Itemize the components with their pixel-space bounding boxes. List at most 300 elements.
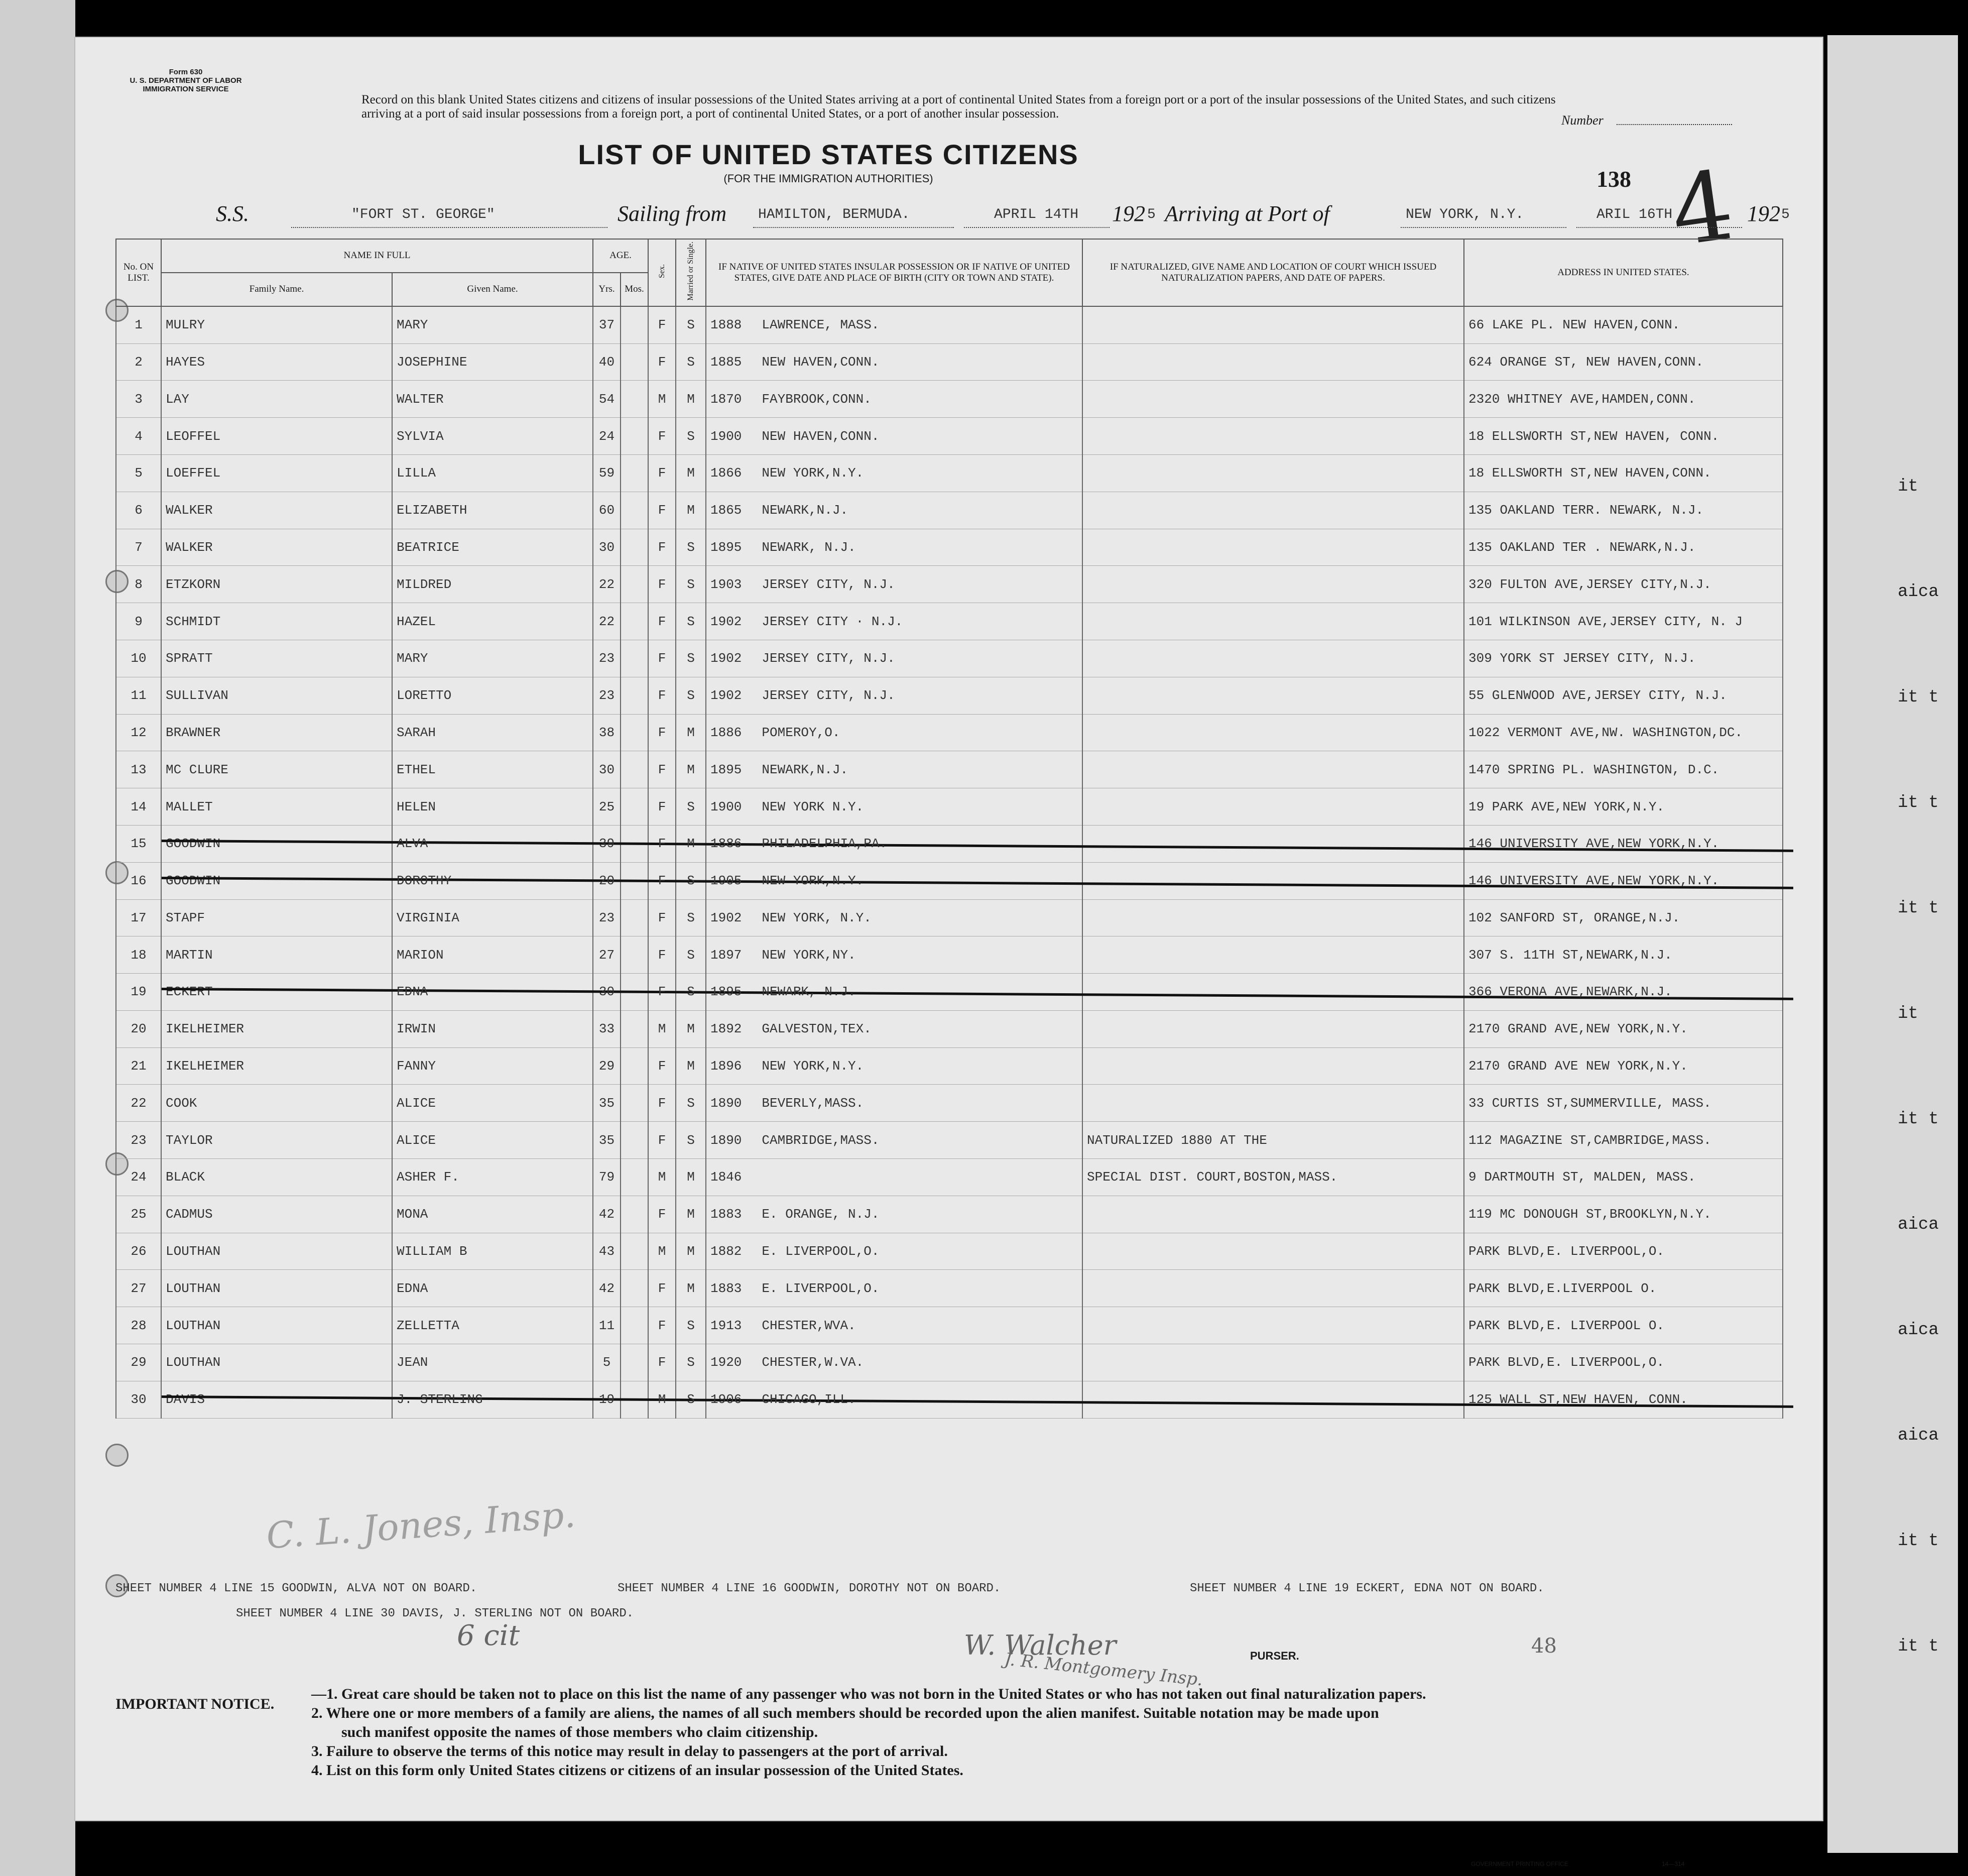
- address: 146 UNIVERSITY AVE,NEW YORK,N.Y.: [1464, 862, 1783, 899]
- age-years: 23: [593, 677, 621, 714]
- table-row: [116, 714, 1783, 751]
- address: 2170 GRAND AVE NEW YORK,N.Y.: [1464, 1047, 1783, 1085]
- naturalization-info: [1082, 381, 1464, 418]
- form-code: 14—314: [1662, 1860, 1685, 1867]
- table-row: [116, 936, 1783, 974]
- marital-status: M: [676, 751, 706, 788]
- address: 624 ORANGE ST, NEW HAVEN,CONN.: [1464, 343, 1783, 381]
- marital-status: S: [676, 862, 706, 899]
- row-number: 21: [116, 1047, 161, 1085]
- row-number: 17: [116, 899, 161, 936]
- marital-status: S: [676, 899, 706, 936]
- marital-status: S: [676, 788, 706, 826]
- address: 33 CURTIS ST,SUMMERVILLE, MASS.: [1464, 1085, 1783, 1122]
- purser-signature: W. Walcher: [964, 1629, 1117, 1661]
- port-line: [1401, 227, 1566, 228]
- family-name: BLACK: [161, 1159, 392, 1196]
- right-background-sheet: [1827, 35, 1958, 1853]
- address: 101 WILKINSON AVE,JERSEY CITY, N. J: [1464, 603, 1783, 640]
- naturalization-info: [1082, 1196, 1464, 1233]
- family-name: CADMUS: [161, 1196, 392, 1233]
- family-name: LAY: [161, 381, 392, 418]
- given-name: MARY: [392, 306, 593, 343]
- age-months: [621, 492, 648, 529]
- naturalization-info: [1082, 603, 1464, 640]
- birth-year: 1920: [710, 1355, 742, 1370]
- department-name: U. S. DEPARTMENT OF LABOR: [130, 76, 242, 85]
- age-months: [621, 751, 648, 788]
- row-number: 29: [116, 1344, 161, 1381]
- sex: F: [648, 1085, 676, 1122]
- family-name: HAYES: [161, 343, 392, 381]
- row-number: 9: [116, 603, 161, 640]
- service-name: IMMIGRATION SERVICE: [143, 85, 229, 93]
- notice-item-1: —1. Great care should be taken not to place on this list the name of any passenger who was not born in the United States or who has not taken out final naturalization papers.: [311, 1686, 1426, 1702]
- number-line: [1617, 124, 1732, 125]
- address: 55 GLENWOOD AVE,JERSEY CITY, N.J.: [1464, 677, 1783, 714]
- naturalization-info: [1082, 1307, 1464, 1344]
- birth-place: NEW HAVEN,CONN.: [762, 428, 880, 444]
- age-years: 20: [593, 862, 621, 899]
- given-name: EDNA: [392, 974, 593, 1011]
- birth-info: [706, 1159, 1082, 1196]
- row-number: 16: [116, 862, 161, 899]
- handwritten-sheet-number: 4: [1664, 149, 1740, 268]
- initials-annotation: 6 cit: [457, 1619, 520, 1652]
- birth-place: PHILADELPHIA,PA.: [762, 836, 888, 852]
- address: 2320 WHITNEY AVE,HAMDEN,CONN.: [1464, 381, 1783, 418]
- birth-place: E. LIVERPOOL,O.: [762, 1280, 880, 1296]
- age-months: [621, 1307, 648, 1344]
- age-years: 27: [593, 936, 621, 974]
- page-note-48: 48: [1531, 1634, 1557, 1658]
- birth-year: 1865: [710, 503, 742, 518]
- background-sheet-fragment: it: [1898, 477, 1918, 496]
- birth-place: NEWARK,N.J.: [762, 503, 848, 518]
- address: PARK BLVD,E. LIVERPOOL,O.: [1464, 1233, 1783, 1270]
- inspector-signature: C. L. Jones, Insp.: [265, 1493, 577, 1557]
- background-sheet-fragment: aica: [1898, 1321, 1939, 1340]
- sex: F: [648, 1047, 676, 1085]
- col-given-header: Given Name.: [392, 273, 593, 306]
- naturalization-info: [1082, 1381, 1464, 1418]
- marital-status: M: [676, 1196, 706, 1233]
- note-line-30: SHEET NUMBER 4 LINE 30 DAVIS, J. STERLING NOT ON BOARD.: [236, 1607, 634, 1620]
- table-row: [116, 899, 1783, 936]
- sex: F: [648, 529, 676, 566]
- address: 9 DARTMOUTH ST, MALDEN, MASS.: [1464, 1159, 1783, 1196]
- naturalization-info: [1082, 936, 1464, 974]
- age-months: [621, 1010, 648, 1047]
- background-sheet-fragment: it t: [1898, 1532, 1939, 1551]
- passenger-table: [115, 239, 1783, 1419]
- age-months: [621, 677, 648, 714]
- background-sheet-fragment: aica: [1898, 1426, 1939, 1445]
- sex: F: [648, 454, 676, 492]
- marital-status: M: [676, 454, 706, 492]
- given-name: MARY: [392, 640, 593, 677]
- marital-status: M: [676, 1270, 706, 1307]
- row-number: 30: [116, 1381, 161, 1418]
- birth-year: 1902: [710, 910, 742, 925]
- table-row: [116, 418, 1783, 455]
- row-number: 6: [116, 492, 161, 529]
- row-number: 4: [116, 418, 161, 455]
- birth-place: JERSEY CITY, N.J.: [762, 651, 895, 666]
- sex: M: [648, 381, 676, 418]
- birth-year: 1870: [710, 391, 742, 407]
- table-row: [116, 1085, 1783, 1122]
- given-name: LILLA: [392, 454, 593, 492]
- birth-info: [706, 1196, 1082, 1233]
- age-months: [621, 454, 648, 492]
- marital-status: S: [676, 936, 706, 974]
- age-months: [621, 788, 648, 826]
- birth-year: 1892: [710, 1021, 742, 1037]
- age-months: [621, 603, 648, 640]
- sex: F: [648, 1196, 676, 1233]
- row-number: 15: [116, 825, 161, 862]
- age-years: 42: [593, 1196, 621, 1233]
- sex: F: [648, 862, 676, 899]
- notice-item-2: 2. Where one or more members of a family are aliens, the names of all such members should be recorded upon the alien manifest. Suitable notation may be made upon: [311, 1705, 1379, 1721]
- table-row: [116, 862, 1783, 899]
- naturalization-info: [1082, 640, 1464, 677]
- birth-place: CHICAGO,ILL.: [762, 1392, 856, 1408]
- address: 307 S. 11TH ST,NEWARK,N.J.: [1464, 936, 1783, 974]
- marital-status: M: [676, 1047, 706, 1085]
- table-row: [116, 1381, 1783, 1418]
- marital-status: S: [676, 603, 706, 640]
- table-row: [116, 566, 1783, 603]
- age-years: 23: [593, 899, 621, 936]
- birth-info: [706, 454, 1082, 492]
- birth-info: [706, 936, 1082, 974]
- age-years: 29: [593, 1047, 621, 1085]
- address: 135 OAKLAND TERR. NEWARK, N.J.: [1464, 492, 1783, 529]
- row-number: 2: [116, 343, 161, 381]
- table-row: [116, 1307, 1783, 1344]
- background-sheet-fragment: it t: [1898, 1637, 1939, 1656]
- marital-status: S: [676, 1381, 706, 1418]
- birth-info: [706, 714, 1082, 751]
- sex: F: [648, 751, 676, 788]
- age-months: [621, 1344, 648, 1381]
- age-years: 39: [593, 825, 621, 862]
- birth-year: 1886: [710, 725, 742, 740]
- marital-status: S: [676, 566, 706, 603]
- sex: F: [648, 1270, 676, 1307]
- page-number: 138: [1596, 166, 1631, 192]
- table-row: [116, 640, 1783, 677]
- notice-item-4: 4. List on this form only United States citizens or citizens of an insular possession of the United States.: [311, 1762, 963, 1779]
- background-sheet-fragment: it t: [1898, 793, 1939, 812]
- family-name: IKELHEIMER: [161, 1010, 392, 1047]
- given-name: ETHEL: [392, 751, 593, 788]
- age-months: [621, 381, 648, 418]
- given-name: ELIZABETH: [392, 492, 593, 529]
- row-number: 5: [116, 454, 161, 492]
- marital-status: S: [676, 418, 706, 455]
- age-months: [621, 1196, 648, 1233]
- page-subtitle: (FOR THE IMMIGRATION AUTHORITIES): [723, 172, 933, 185]
- age-months: [621, 899, 648, 936]
- given-name: IRWIN: [392, 1010, 593, 1047]
- punch-hole: [105, 1444, 129, 1467]
- marital-status: S: [676, 677, 706, 714]
- background-sheet-fragment: aica: [1898, 582, 1939, 602]
- row-number: 8: [116, 566, 161, 603]
- sex: F: [648, 788, 676, 826]
- birth-place: FAYBROOK,CONN.: [762, 391, 872, 407]
- naturalization-info: [1082, 899, 1464, 936]
- birth-info: [706, 1010, 1082, 1047]
- birth-year: 1896: [710, 1059, 742, 1074]
- sex: M: [648, 1233, 676, 1270]
- family-name: MULRY: [161, 306, 392, 343]
- age-years: 30: [593, 529, 621, 566]
- family-name: MC CLURE: [161, 751, 392, 788]
- notice-item-2b: such manifest opposite the names of those members who claim citizenship.: [341, 1724, 818, 1740]
- birth-info: [706, 1122, 1082, 1159]
- address: PARK BLVD,E. LIVERPOOL,O.: [1464, 1344, 1783, 1381]
- birth-year: 1895: [710, 984, 742, 1000]
- note-line-19: SHEET NUMBER 4 LINE 19 ECKERT, EDNA NOT ON BOARD.: [1190, 1582, 1544, 1595]
- family-name: SPRATT: [161, 640, 392, 677]
- address: 66 LAKE PL. NEW HAVEN,CONN.: [1464, 306, 1783, 343]
- birth-info: [706, 566, 1082, 603]
- table-row: [116, 1159, 1783, 1196]
- table-row: [116, 306, 1783, 343]
- age-years: 43: [593, 1233, 621, 1270]
- birth-place: NEWARK,N.J.: [762, 762, 848, 777]
- birth-info: [706, 381, 1082, 418]
- birth-place: JERSEY CITY, N.J.: [762, 576, 895, 592]
- address: 1022 VERMONT AVE,NW. WASHINGTON,DC.: [1464, 714, 1783, 751]
- age-months: [621, 418, 648, 455]
- table-row: [116, 751, 1783, 788]
- given-name: HAZEL: [392, 603, 593, 640]
- table-row: [116, 825, 1783, 862]
- age-months: [621, 343, 648, 381]
- address: 18 ELLSWORTH ST,NEW HAVEN, CONN.: [1464, 418, 1783, 455]
- sex: M: [648, 1010, 676, 1047]
- birth-year: 1913: [710, 1318, 742, 1333]
- age-months: [621, 1159, 648, 1196]
- row-number: 12: [116, 714, 161, 751]
- naturalization-info: [1082, 418, 1464, 455]
- address: 119 MC DONOUGH ST,BROOKLYN,N.Y.: [1464, 1196, 1783, 1233]
- address: 18 ELLSWORTH ST,NEW HAVEN,CONN.: [1464, 454, 1783, 492]
- birth-info: [706, 1047, 1082, 1085]
- departure-line: [753, 227, 954, 228]
- birth-place: POMEROY,O.: [762, 725, 840, 740]
- birth-info: [706, 343, 1082, 381]
- col-yrs-header: Yrs.: [593, 273, 621, 306]
- marital-status: M: [676, 1233, 706, 1270]
- note-line-15: SHEET NUMBER 4 LINE 15 GOODWIN, ALVA NOT ON BOARD.: [115, 1582, 477, 1595]
- family-name: ETZKORN: [161, 566, 392, 603]
- age-years: 22: [593, 566, 621, 603]
- row-number: 18: [116, 936, 161, 974]
- sailing-label: Sailing from: [618, 201, 727, 226]
- second-inspector-signature: J. R. Montgomery Insp.: [1003, 1649, 1204, 1690]
- arrival-date: ARIL 16TH: [1596, 207, 1673, 222]
- marital-status: S: [676, 640, 706, 677]
- age-months: [621, 1270, 648, 1307]
- row-number: 27: [116, 1270, 161, 1307]
- birth-place: NEW YORK, N.Y.: [762, 910, 872, 925]
- address: 366 VERONA AVE,NEWARK,N.J.: [1464, 974, 1783, 1011]
- birth-place: CAMBRIDGE,MASS.: [762, 1132, 880, 1148]
- age-years: 11: [593, 1307, 621, 1344]
- col-birth-header: IF NATIVE OF UNITED STATES INSULAR POSSESSION OR IF NATIVE OF UNITED STATES, GIVE DATE AND PLACE OF BIRTH (CITY OR TOWN AND STATE).: [706, 239, 1082, 306]
- family-name: STAPF: [161, 899, 392, 936]
- birth-place: BEVERLY,MASS.: [762, 1095, 864, 1111]
- given-name: SYLVIA: [392, 418, 593, 455]
- family-name: DAVIS: [161, 1381, 392, 1418]
- marital-status: M: [676, 1010, 706, 1047]
- address: 320 FULTON AVE,JERSEY CITY,N.J.: [1464, 566, 1783, 603]
- age-months: [621, 1085, 648, 1122]
- naturalization-info: [1082, 751, 1464, 788]
- family-name: SCHMIDT: [161, 603, 392, 640]
- birth-year: 1882: [710, 1244, 742, 1259]
- marital-status: M: [676, 381, 706, 418]
- given-name: WILLIAM B: [392, 1233, 593, 1270]
- sex: F: [648, 1307, 676, 1344]
- table-row: [116, 1010, 1783, 1047]
- given-name: ZELLETTA: [392, 1307, 593, 1344]
- year-suffix: 5: [1147, 207, 1156, 222]
- birth-info: [706, 1233, 1082, 1270]
- given-name: BEATRICE: [392, 529, 593, 566]
- age-years: 60: [593, 492, 621, 529]
- age-years: 33: [593, 1010, 621, 1047]
- important-heading: IMPORTANT NOTICE.: [115, 1696, 275, 1712]
- age-years: 35: [593, 1085, 621, 1122]
- age-years: 37: [593, 306, 621, 343]
- age-months: [621, 862, 648, 899]
- table-row: [116, 677, 1783, 714]
- birth-place: NEW YORK N.Y.: [762, 799, 864, 814]
- table-row: [116, 788, 1783, 826]
- marital-status: S: [676, 529, 706, 566]
- naturalization-info: [1082, 1085, 1464, 1122]
- birth-place: E. ORANGE, N.J.: [762, 1207, 880, 1222]
- col-family-header: Family Name.: [161, 273, 392, 306]
- given-name: ASHER F.: [392, 1159, 593, 1196]
- background-sheet-fragment: it t: [1898, 1110, 1939, 1129]
- table-row: [116, 1047, 1783, 1085]
- given-name: MARION: [392, 936, 593, 974]
- birth-info: [706, 899, 1082, 936]
- birth-info: [706, 862, 1082, 899]
- family-name: MALLET: [161, 788, 392, 826]
- naturalization-info: [1082, 1233, 1464, 1270]
- row-number: 13: [116, 751, 161, 788]
- sex: F: [648, 492, 676, 529]
- address: 135 OAKLAND TER . NEWARK,N.J.: [1464, 529, 1783, 566]
- birth-year: 1900: [710, 799, 742, 814]
- marital-status: S: [676, 974, 706, 1011]
- col-naturalized-header: IF NATURALIZED, GIVE NAME AND LOCATION OF COURT WHICH ISSUED NATURALIZATION PAPERS, AND DATE OF PAPERS.: [1082, 239, 1464, 306]
- family-name: LOUTHAN: [161, 1307, 392, 1344]
- age-months: [621, 1233, 648, 1270]
- family-name: LOUTHAN: [161, 1233, 392, 1270]
- naturalization-info: [1082, 306, 1464, 343]
- sex: F: [648, 936, 676, 974]
- gpo-mark: GOVERNMENT PRINTING OFFICE: [1471, 1860, 1568, 1867]
- birth-info: [706, 1307, 1082, 1344]
- sex: F: [648, 714, 676, 751]
- given-name: ALICE: [392, 1085, 593, 1122]
- birth-place: CHESTER,WVA.: [762, 1318, 856, 1333]
- age-months: [621, 640, 648, 677]
- birth-year: 1905: [710, 873, 742, 889]
- birth-year: 1895: [710, 539, 742, 555]
- note-line-16: SHEET NUMBER 4 LINE 16 GOODWIN, DOROTHY NOT ON BOARD.: [618, 1582, 1001, 1595]
- address: 112 MAGAZINE ST,CAMBRIDGE,MASS.: [1464, 1122, 1783, 1159]
- family-name: LOEFFEL: [161, 454, 392, 492]
- birth-place: JERSEY CITY · N.J.: [762, 614, 903, 629]
- birth-place: JERSEY CITY, N.J.: [762, 688, 895, 704]
- birth-year: 1888: [710, 317, 742, 333]
- number-label: Number: [1561, 113, 1604, 128]
- age-months: [621, 1381, 648, 1418]
- given-name: JOSEPHINE: [392, 343, 593, 381]
- age-months: [621, 566, 648, 603]
- naturalization-info: [1082, 454, 1464, 492]
- address: 1470 SPRING PL. WASHINGTON, D.C.: [1464, 751, 1783, 788]
- family-name: BRAWNER: [161, 714, 392, 751]
- age-years: 24: [593, 418, 621, 455]
- birth-year: 1906: [710, 1392, 742, 1408]
- marital-status: S: [676, 1085, 706, 1122]
- address: PARK BLVD,E.LIVERPOOL O.: [1464, 1270, 1783, 1307]
- age-months: [621, 936, 648, 974]
- birth-info: [706, 974, 1082, 1011]
- given-name: J. STERLING: [392, 1381, 593, 1418]
- given-name: HELEN: [392, 788, 593, 826]
- row-number: 25: [116, 1196, 161, 1233]
- family-name: LOUTHAN: [161, 1270, 392, 1307]
- sex: F: [648, 825, 676, 862]
- age-years: 30: [593, 974, 621, 1011]
- given-name: SARAH: [392, 714, 593, 751]
- age-years: 79: [593, 1159, 621, 1196]
- age-years: 30: [593, 751, 621, 788]
- row-number: 26: [116, 1233, 161, 1270]
- naturalization-info: [1082, 1270, 1464, 1307]
- birth-info: [706, 825, 1082, 862]
- age-months: [621, 974, 648, 1011]
- departure-port: HAMILTON, BERMUDA.: [758, 207, 910, 222]
- birth-info: [706, 1381, 1082, 1418]
- birth-info: [706, 603, 1082, 640]
- given-name: ALICE: [392, 1122, 593, 1159]
- naturalization-info: SPECIAL DIST. COURT,BOSTON,MASS.: [1082, 1159, 1464, 1196]
- form-number: Form 630: [169, 68, 203, 76]
- age-years: 40: [593, 343, 621, 381]
- sex: F: [648, 1344, 676, 1381]
- birth-place: LAWRENCE, MASS.: [762, 317, 880, 333]
- col-age-header: AGE.: [593, 239, 648, 273]
- birth-place: NEW HAVEN,CONN.: [762, 354, 880, 370]
- birth-year: 1902: [710, 688, 742, 704]
- age-months: [621, 1047, 648, 1085]
- marital-status: S: [676, 343, 706, 381]
